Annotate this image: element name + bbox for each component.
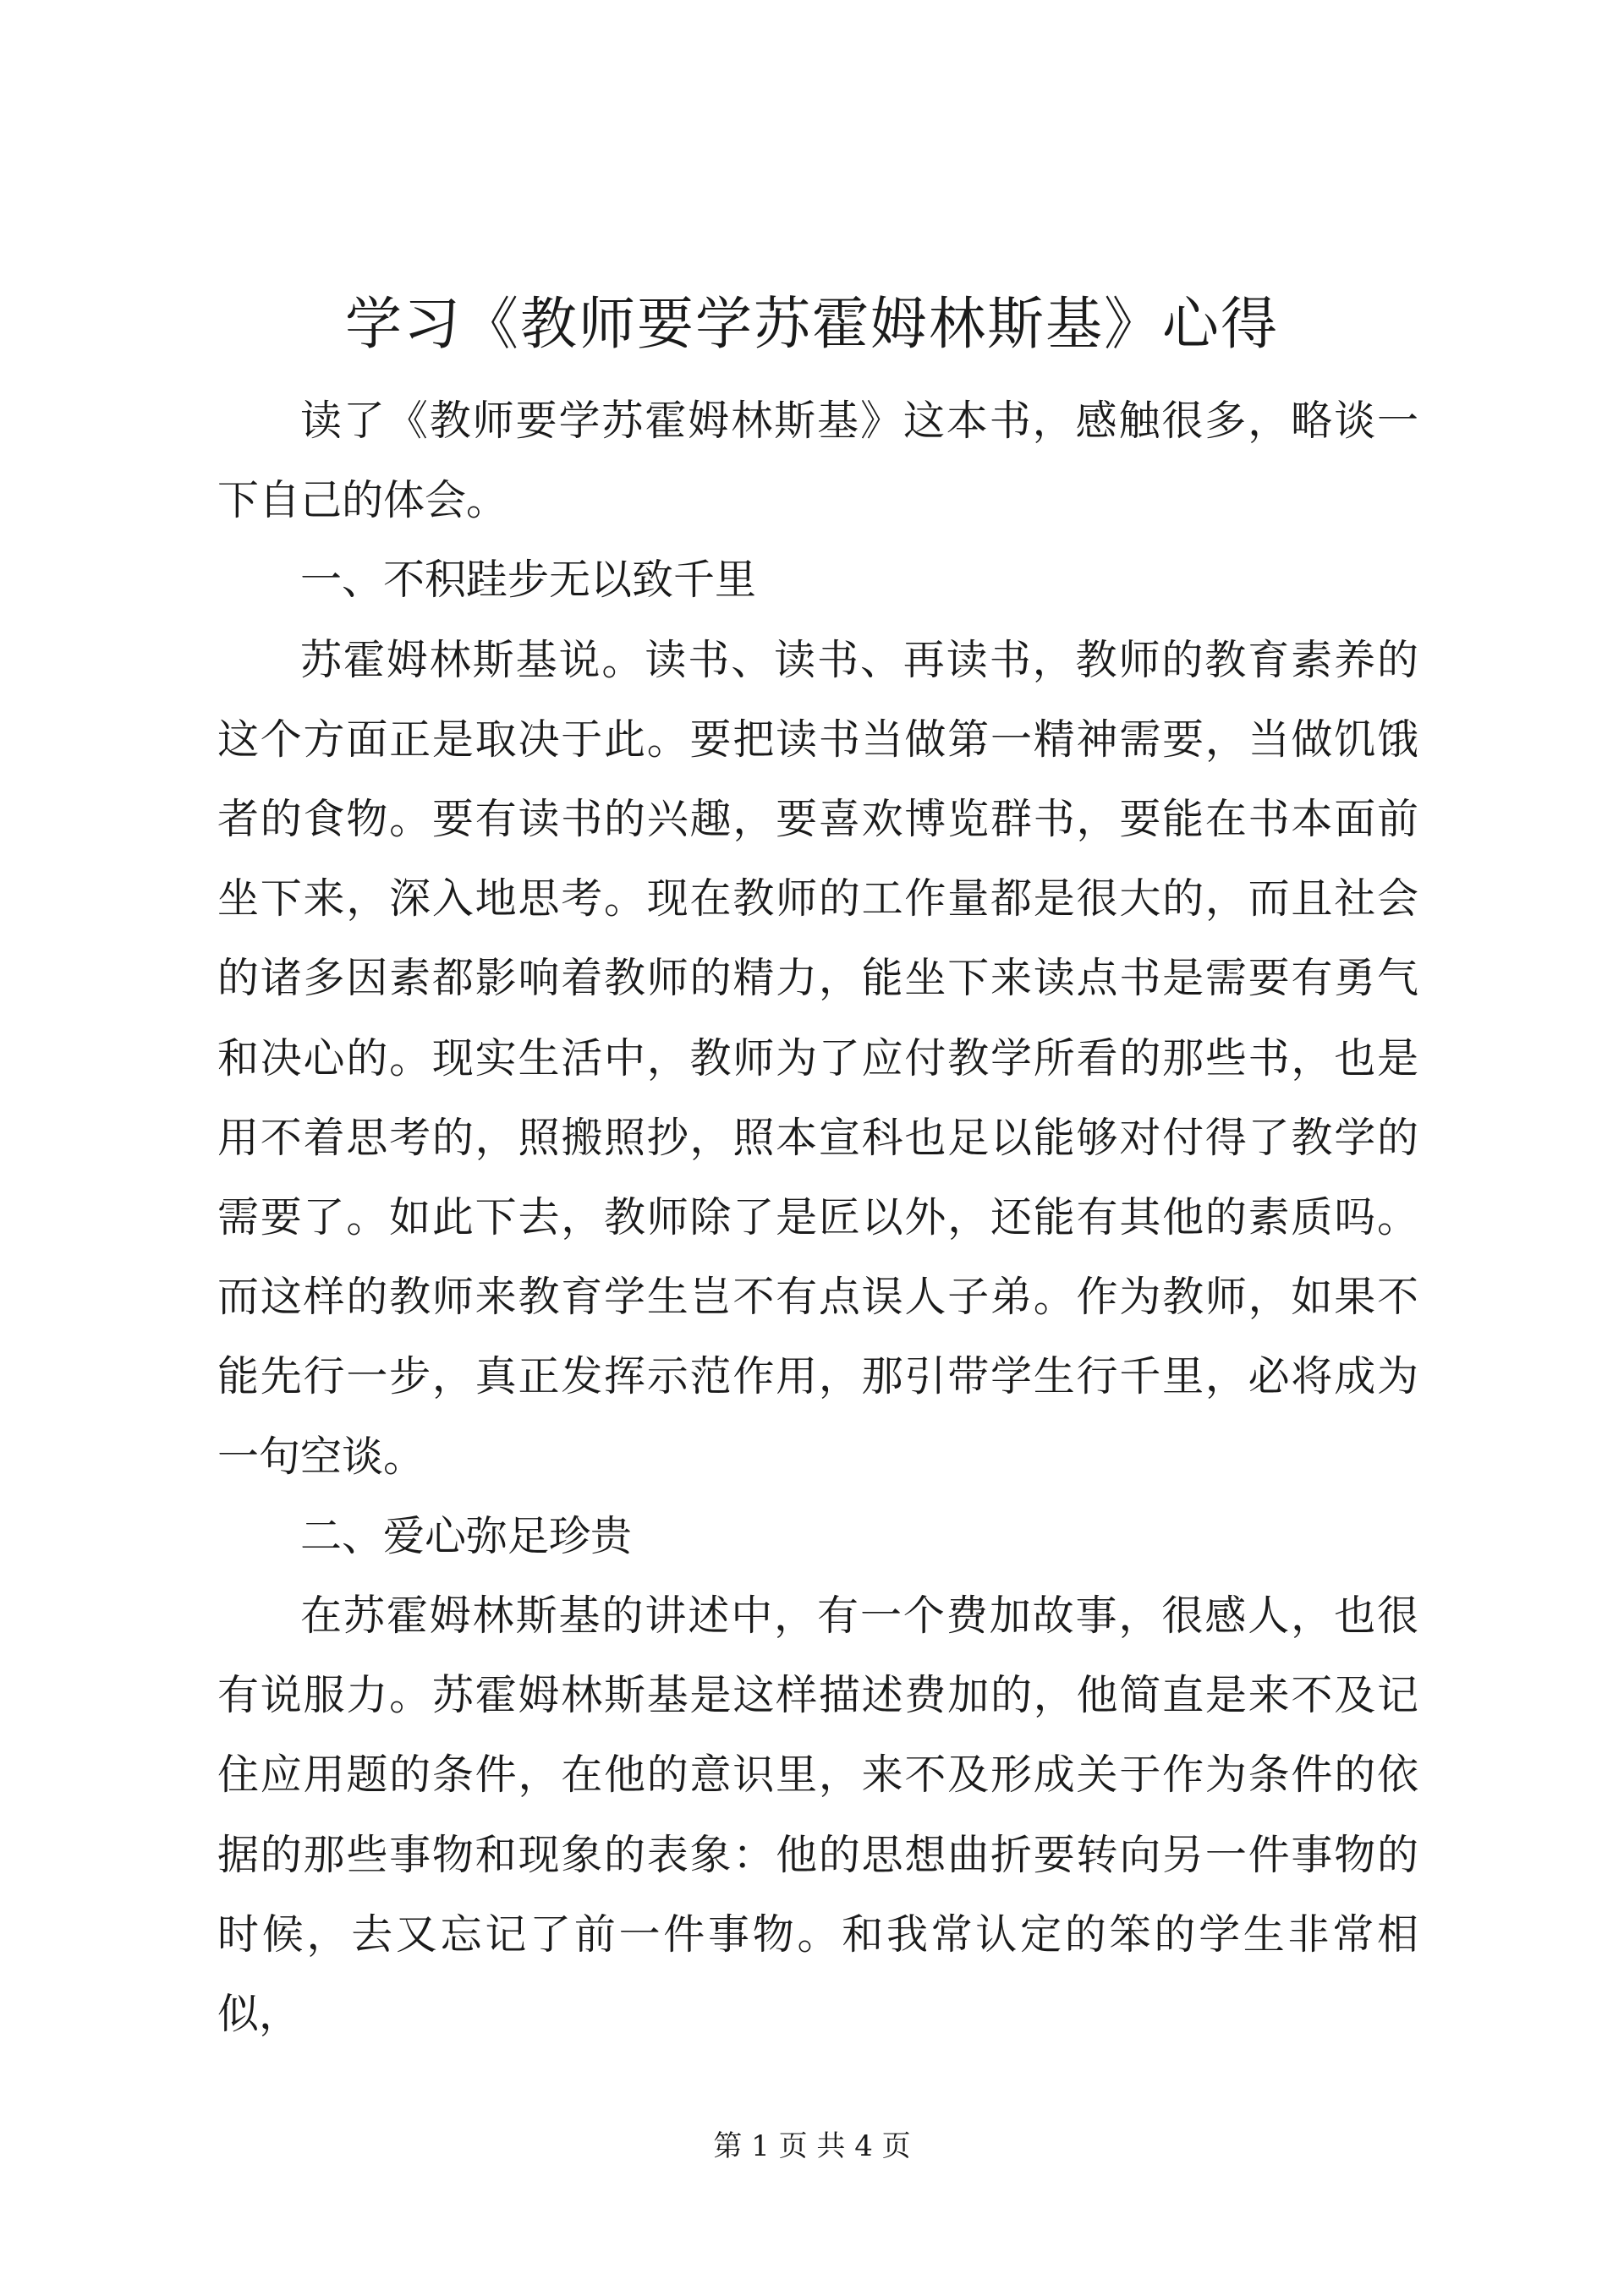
section-heading-2: 二、爱心弥足珍贵	[300, 1511, 633, 1560]
document-title: 学习《教师要学苏霍姆林斯基》心得	[345, 291, 1279, 357]
paragraph-reading: 苏霍姆林斯基说。读书、读书、再读书，教师的教育素养的这个方面正是取决于此。要把读书当做第一精神需要，当做饥饿者的食物。要有读书的兴趣，要喜欢博览群书，要能在书本面前坐下来，深入地思考。现在教师的工作量都是很大的，而且社会的诸多因素都影响着教师的精力，能坐下来读点书是需要有勇气和决心的。现实生活中，教师为了应付教学所看的那些书，也是用不着思考的，照搬照抄，照本宣科也足以能够对付得了教学的需要了。如此下去，教师除了是匠以外，还能有其他的素质吗。而这样的教师来教育学生岂不有点误人子弟。作为教师，如果不能先行一步，真正发挥示范作用，那引带学生行千里，必将成为一句空谈。	[217, 635, 1418, 1481]
section-heading-1: 一、不积跬步无以致千里	[300, 556, 757, 605]
paragraph-intro: 读了《教师要学苏霍姆林斯基》这本书，感触很多，略谈一下自己的体会。	[217, 397, 1418, 525]
paragraph-love: 在苏霍姆林斯基的讲述中，有一个费加故事，很感人，也很有说服力。苏霍姆林斯基是这样描述费加的，他简直是来不及记住应用题的条件，在他的意识里，来不及形成关于作为条件的依据的那些事物和现象的表象：他的思想曲折要转向另一件事物的时候，去又忘记了前一件事物。和我常认定的笨的学生非常相似，	[217, 1592, 1418, 2039]
document-body	[217, 381, 1418, 2054]
page-footer: 第 1 页 共 4 页	[713, 2129, 911, 2163]
